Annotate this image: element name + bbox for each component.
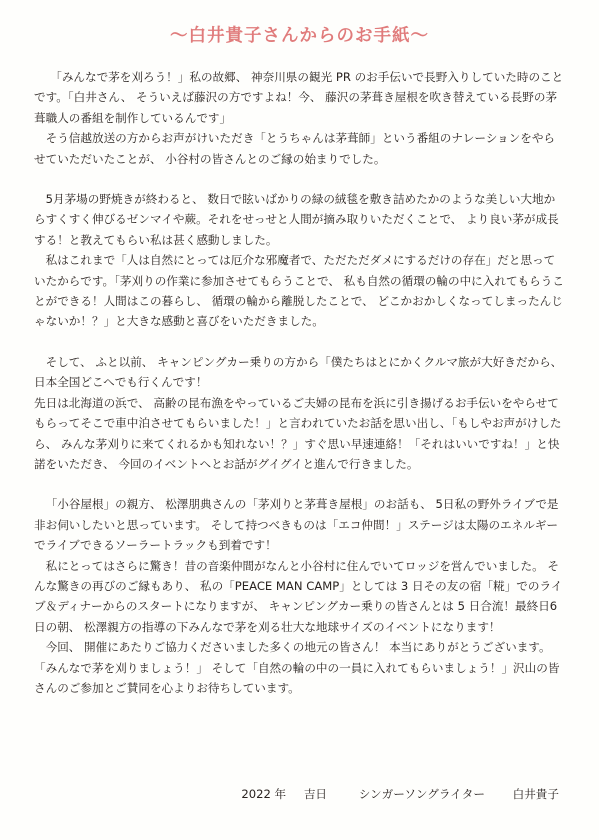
paragraph-nature: 私はこれまで「人は自然にとっては厄介な邪魔者で、ただただダメにするだけの存在」だと思っていたからです。「茅刈りの作業に参加させてもらうことで、 私も自然の循環の輪の中に入れてもらうことができる！人間はこの暮らし、 循環の輪から離脱したことで、 どこかおかしくなってしまったんじゃないか！？」と大きな感動と喜びをいただきました。 <box>34 253 564 329</box>
letter-body <box>34 67 565 698</box>
paragraph-camping: そして、 ふと以前、 キャンピングカー乗りの方から「僕たちはとにかくクルマ旅が大好きだから、 日本全国どこへでも行くんです！ <box>34 354 563 390</box>
paragraph-gap <box>34 332 565 352</box>
signature-date: 2022 年 <box>241 787 287 801</box>
paragraph-gap <box>34 169 565 189</box>
paragraph-intro: 「みんなで茅を刈ろう！」私の故郷、 神奈川県の観光 PR のお手伝いで長野入りしていた時のことです。「白井さん、 そういえば藤沢の方ですよね！今、 藤沢の茅葺き屋根を吹き替えている長野の茅葺職人の番組を制作しているんです」 <box>34 70 564 125</box>
paragraph-otari-yane: 「小谷屋根」の親方、 松澤朋典さんの「茅刈りと茅葺き屋根」のお話も、 5日私の野外ライブで是非お伺いしたいと思っています。 そして持つべきものは「エコ仲間！」ステージは太陽のエネルギーでライブできるソーラートラックも到着です！ <box>34 497 559 553</box>
paragraph-may-field: 5月茅場の野焼きが終わると、 数日で眩いばかりの緑の絨毯を敷き詰めたかのような美しい大地からすくすく伸びるゼンマイや蕨。それをせっせと人間が摘み取りいただくことで、 より良い茅が成長する！と教えてもらい私は甚く感動しました。 <box>34 192 559 247</box>
signature-name: 白井貴子 <box>512 787 559 801</box>
paragraph-gap <box>34 474 565 494</box>
paragraph-thanks: 今回、 開催にあたりご協力くださいました多くの地元の皆さん！ 本当にありがとうございます。「みんなで茅を刈りましょう！」 そして「自然の輪の中の一員に入れてもらいましょう！」沢山の皆さんのご参加とご賛同を心よりお待ちしています。 <box>34 640 560 695</box>
signature-line <box>0 786 599 802</box>
paragraph-peace-man-camp: 私にとってはさらに驚き！昔の音楽仲間がなんと小谷村に住んでいてロッジを営んでいました。 そんな驚きの再びのご縁もあり、 私の「PEACE MAN CAMP」としては 3 日その友の宿「糀」でのライブ＆ディナーからのスタートになりますが、 キャンピングカー乗りの皆さんとは 5 日合流！最終日6日の朝、 松澤親方の指導の下みんなで茅を刈る壮大な地球サイズのイベントになります！ <box>34 558 563 634</box>
signature-role: シンガーソングライター <box>358 787 485 801</box>
paragraph-hokkaido: 先日は北海道の浜で、 高齢の昆布漁をやっているご夫婦の昆布を浜に引き揚げるお手伝いをやらせてもらってそこで車中泊させてもらいました！」と言われていたお話を思い出し、「もしやお声がけしたら、 みんな茅刈りに来てくれるかも知れない！？」すぐ思い早速連絡！「それはいいですね！」と快諾をいただき、 今回のイベントへとお話がグイグイと進んで行きました。 <box>34 395 562 471</box>
signature-day: 吉日 <box>303 787 328 801</box>
letter-title: ～白井貴子さんからのお手紙～ <box>170 26 429 46</box>
paragraph-broadcast: そう信越放送の方からお声がけいただき「とうちゃんは茅葺師」という番組のナレーションをやらせていただいたことが、 小谷村の皆さんとのご縁の始まりでした。 <box>34 131 556 166</box>
